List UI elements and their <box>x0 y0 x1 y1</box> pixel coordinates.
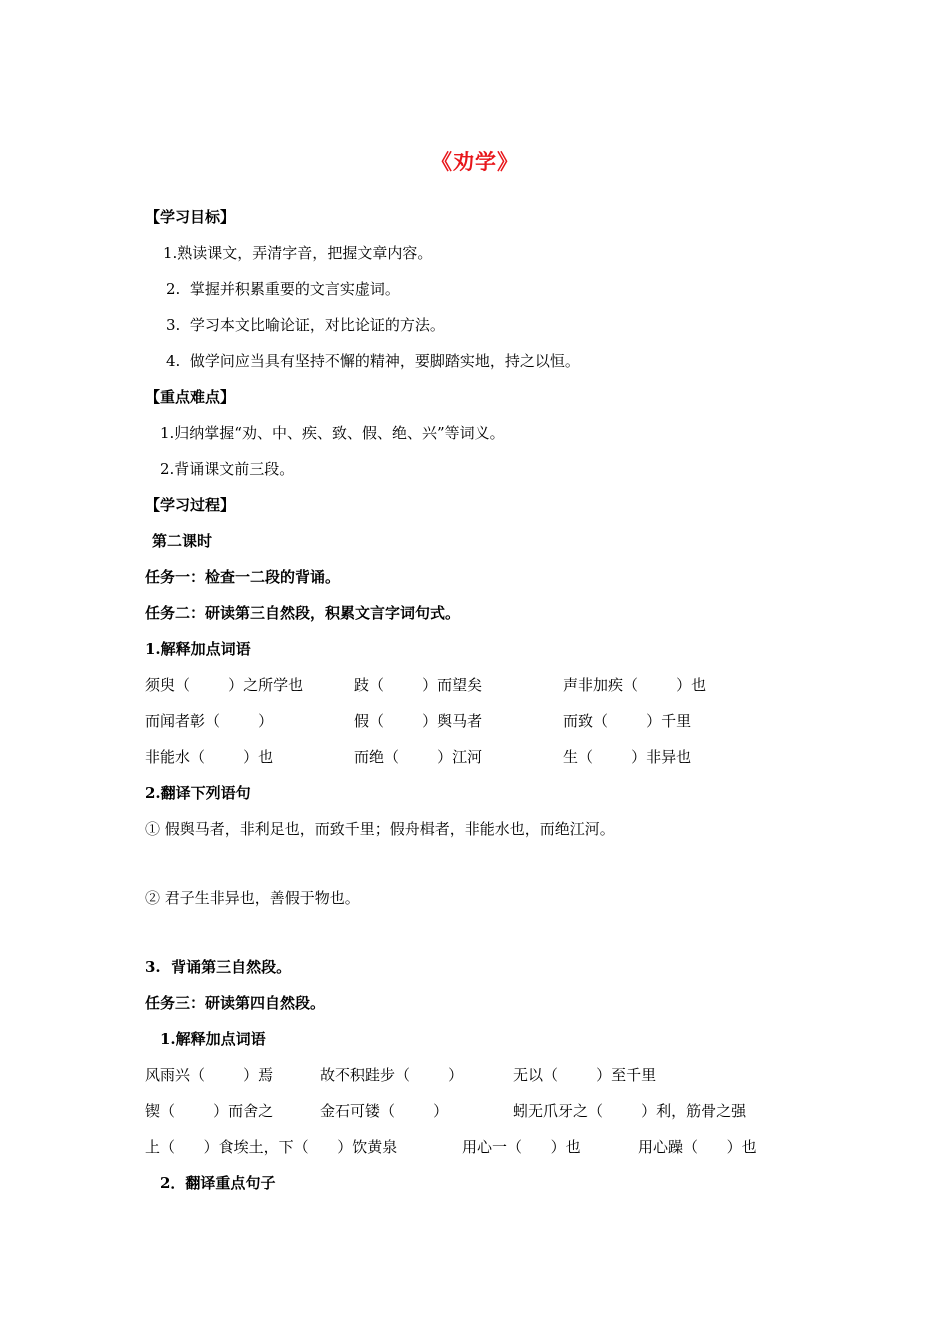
vocab-cell: 锲（ ）而舍之 <box>145 1102 274 1120</box>
objective-item: 2. 掌握并积累重要的文言实虚词。 <box>166 280 400 298</box>
task-two-question-2: 2.翻译下列语句 <box>145 784 251 802</box>
vocab-cell: 上（ ）食埃土，下（ ）饮黄泉 <box>145 1138 398 1156</box>
keypoint-item: 1.归纳掌握“劝、中、疾、致、假、绝、兴”等词义。 <box>160 424 505 442</box>
process-heading: 【学习过程】 <box>145 496 236 514</box>
vocab-cell: 声非加疾（ ）也 <box>563 676 707 694</box>
objective-item: 4. 做学问应当具有坚持不懈的精神，要脚踏实地，持之以恒。 <box>166 352 580 370</box>
vocab-cell: 跂（ ）而望矣 <box>354 676 483 694</box>
task-one: 任务一：检查一二段的背诵。 <box>145 568 341 586</box>
translation-sentence: ① 假舆马者，非利足也，而致千里；假舟楫者，非能水也，而绝江河。 <box>145 820 615 838</box>
vocab-cell: 生（ ）非异也 <box>563 748 692 766</box>
vocab-cell: 用心一（ ）也 <box>462 1138 581 1156</box>
vocab-cell: 蚓无爪牙之（ ）利，筋骨之强 <box>513 1102 747 1120</box>
vocab-cell: 用心躁（ ）也 <box>638 1138 757 1156</box>
objective-item: 3. 学习本文比喻论证，对比论证的方法。 <box>166 316 445 334</box>
vocab-cell: 须臾（ ）之所学也 <box>145 676 304 694</box>
lesson-label: 第二课时 <box>152 532 213 550</box>
task-two-question-1: 1.解释加点词语 <box>145 640 251 658</box>
objective-item: 1.熟读课文，弄清字音，把握文章内容。 <box>163 244 433 262</box>
vocab-cell: 故不积跬步（ ） <box>320 1066 464 1084</box>
vocab-cell: 金石可镂（ ） <box>320 1102 449 1120</box>
task-three-question-1: 1.解释加点词语 <box>160 1030 266 1048</box>
vocab-cell: 而闻者彰（ ） <box>145 712 274 730</box>
task-three: 任务三：研读第四自然段。 <box>145 994 326 1012</box>
translation-sentence: ② 君子生非异也，善假于物也。 <box>145 889 360 907</box>
task-two: 任务二：研读第三自然段，积累文言字词句式。 <box>145 604 461 622</box>
page-title: 《劝学》 <box>431 149 519 174</box>
keypoints-heading: 【重点难点】 <box>145 388 236 406</box>
objectives-heading: 【学习目标】 <box>145 208 236 226</box>
task-three-question-2: 2．翻译重点句子 <box>160 1174 276 1192</box>
vocab-cell: 而致（ ）千里 <box>563 712 692 730</box>
keypoint-item: 2.背诵课文前三段。 <box>160 460 295 478</box>
vocab-cell: 假（ ）舆马者 <box>354 712 483 730</box>
task-two-question-3: 3. 背诵第三自然段。 <box>145 958 292 976</box>
vocab-cell: 非能水（ ）也 <box>145 748 274 766</box>
vocab-cell: 无以（ ）至千里 <box>513 1066 657 1084</box>
vocab-cell: 而绝（ ）江河 <box>354 748 483 766</box>
vocab-cell: 风雨兴（ ）焉 <box>145 1066 274 1084</box>
